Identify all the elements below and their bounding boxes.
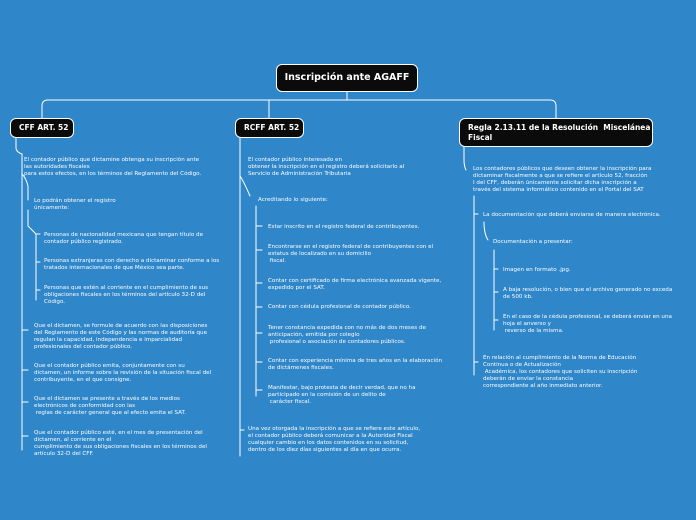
rcff-item-cedula[interactable]: Contar con cédula profesional de contador público. — [268, 304, 411, 310]
rcff-item-protesta[interactable]: Manifestar, bajo protesta de decir verdad, que no ha participado en la comisión de un delito de carácter fiscal. — [268, 385, 416, 406]
root-node[interactable]: Inscripción ante AGAFF — [276, 64, 418, 92]
regla-docs[interactable]: Documentación a presentar: — [493, 239, 573, 245]
rcff-item-localizado[interactable]: Encontrarse en el registro federal de contribuyentes con el estatus de localizado en su domicilio fiscal. — [268, 244, 434, 265]
regla-closing[interactable]: En relación al cumplimiento de la Norma de Educación Continua o de Actualización Académica, los contadores que soliciten su inscripción deberán de enviar la constancia correspondiente al año inmediato anterior. — [483, 355, 638, 390]
regla-doc-cedula[interactable]: En el caso de la cédula profesional, se deberá enviar en una hoja el anverso y reverso de la misma. — [503, 314, 672, 335]
rcff-item-constancia[interactable]: Tener constancia expedida con no más de dos meses de anticipación, emitida por colegio profesional o asociación de contadores públicos. — [268, 325, 426, 346]
cff-person-mexican[interactable]: Personas de nacionalidad mexicana que tengan título de contador público registrado. — [44, 232, 204, 246]
branch-rcff-art52[interactable]: RCFF ART. 52 — [235, 118, 304, 138]
branch-cff-art52[interactable]: CFF ART. 52 — [10, 118, 74, 138]
branch-regla-title: Regla 2.13.11 de la Resolución Miscelánea Fiscal — [468, 123, 651, 142]
rcff-closing[interactable]: Una vez otorgada la inscripción a que se refiere este artículo, el contador público deberá comunicar a la Autoridad Fiscal cualquier cambio en los datos contenidos en su solicitud, dentro de los diez días siguientes al día en que ocurra. — [248, 426, 421, 454]
cff-intro[interactable]: El contador público que dictamine obtenga su inscripción ante las autoridades fiscales para estos efectos, en los términos del Reglamento del Código. — [24, 157, 202, 178]
rcff-accrediting[interactable]: Acreditando lo siguiente: — [258, 197, 328, 203]
rcff-intro[interactable]: El contador público interesado en obtener la inscripción en el registro deberá solicitarlo al Servicio de Administración Tributaria — [248, 157, 405, 178]
rcff-item-firma[interactable]: Contar con certificado de firma electrónica avanzada vigente, expedido por el SAT. — [268, 278, 442, 292]
cff-condition-3[interactable]: Que el dictamen se presente a través de los medios electrónicos de conformidad con las reglas de carácter general que al efecto emita el SAT. — [34, 396, 187, 417]
branch-regla-21311[interactable] — [459, 118, 653, 147]
cff-condition-4[interactable]: Que el contador público esté, en el mes de presentación del dictamen, al corriente en el cumplimiento de sus obligaciones fiscales en los términos del artículo 32-D del CFF. — [34, 430, 207, 458]
regla-doc-jpg[interactable]: Imagen en formato .jpg. — [503, 267, 571, 273]
cff-person-compliant[interactable]: Personas que estén al corriente en el cumplimiento de sus obligaciones fiscales en los términos del artículo 32-D del Código. — [44, 285, 209, 306]
cff-person-foreign[interactable]: Personas extranjeras con derecho a dictaminar conforme a los tratados internacionales de que México sea parte. — [44, 258, 220, 272]
cff-obtain[interactable]: Lo podrán obtener el registro únicamente: — [34, 198, 116, 212]
cff-condition-1[interactable]: Que el dictamen, se formule de acuerdo con las disposiciones del Reglamento de este Código y las normas de auditoría que regulan la capacidad, independencia e imparcialidad profesionales del contador público. — [34, 323, 208, 351]
regla-intro[interactable]: Los contadores públicos que deseen obtener la inscripción para dictaminar fiscalmente a que se refiere el artículo 52, fracción I del CFF, deberán únicamente solicitar dicha inscripción a través del sistema informático contenido en el Portal del SAT — [473, 166, 652, 194]
regla-electronic[interactable]: La documentación que deberá enviarse de manera electrónica. — [483, 212, 661, 218]
cff-condition-2[interactable]: Que el contador público emita, conjuntamente con su dictamen, un informe sobre la revisión de la situación fiscal del contribuyente, en el que consigne. — [34, 363, 212, 384]
rcff-item-experiencia[interactable]: Contar con experiencia mínima de tres años en la elaboración de dictámenes fiscales. — [268, 358, 443, 372]
regla-doc-resolution[interactable]: A baja resolución, o bien que el archivo generado no exceda de 500 kb. — [503, 287, 673, 301]
rcff-item-rfc[interactable]: Estar inscrito en el registro federal de contribuyentes. — [268, 224, 420, 230]
